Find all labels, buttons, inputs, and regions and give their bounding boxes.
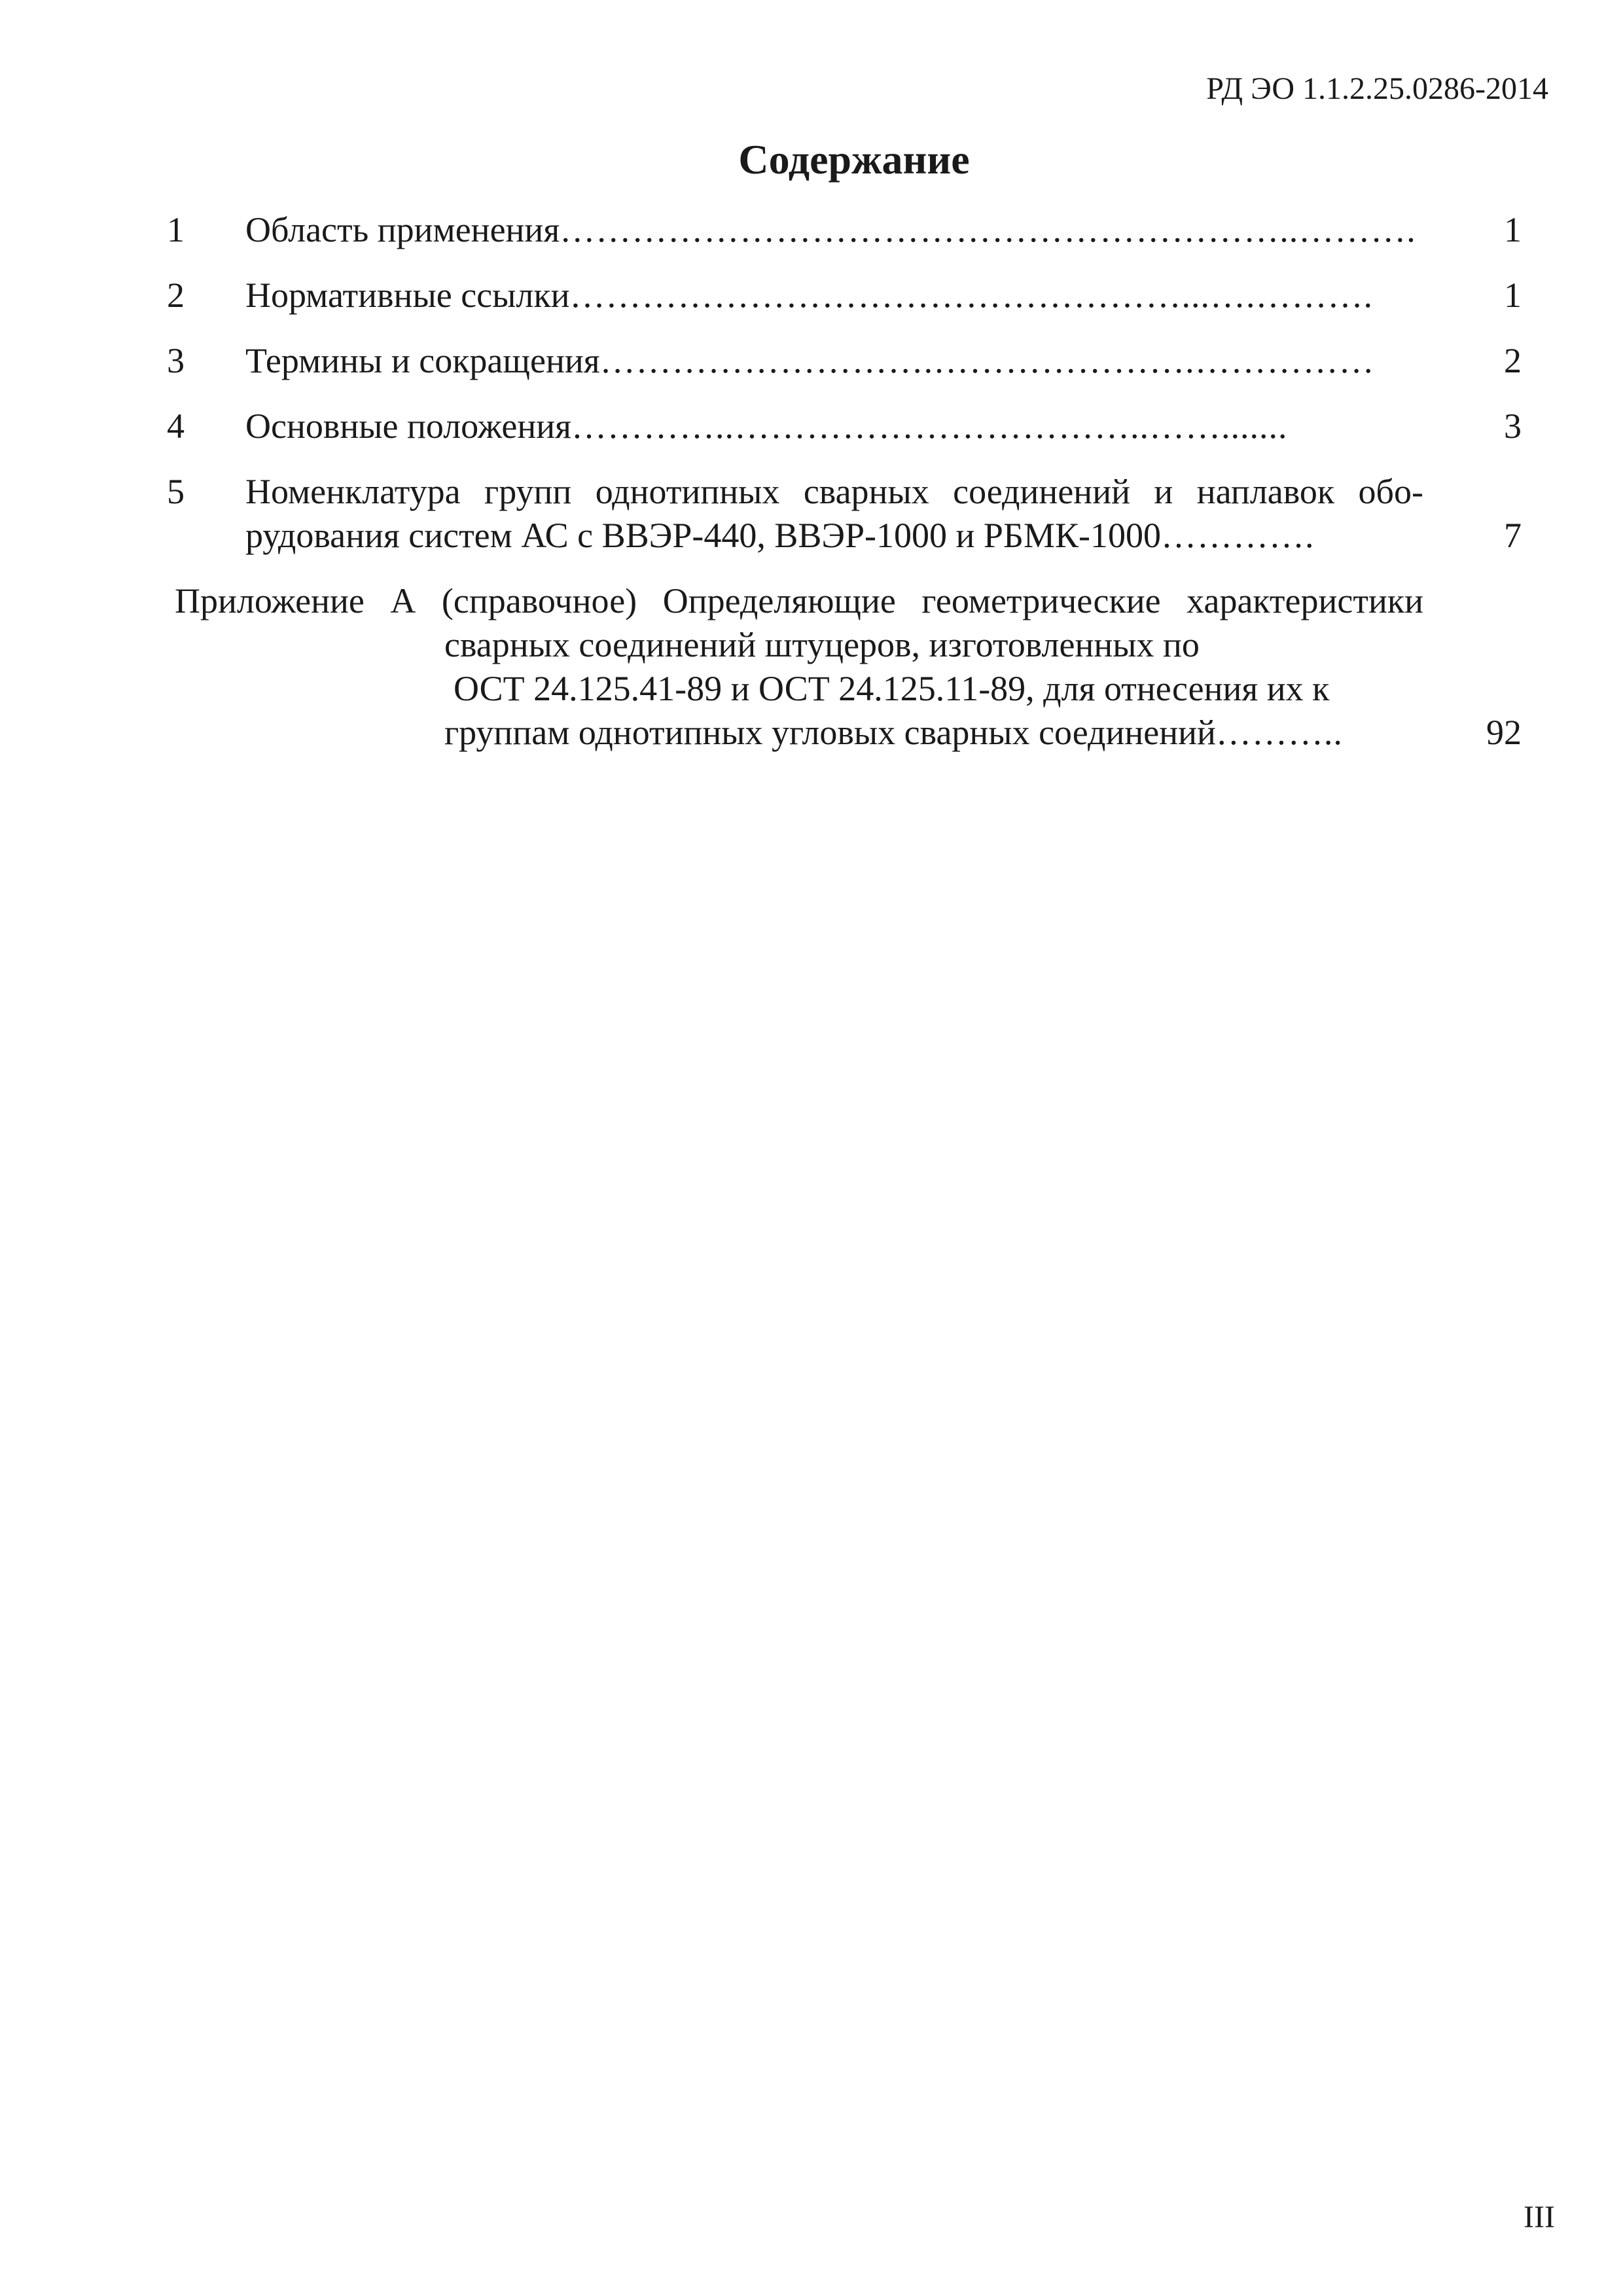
appendix-title-line-3: ОСТ 24.125.41-89 и ОСТ 24.125.11-89, для отнесения их к [454, 669, 1330, 708]
toc-item-terms[interactable] [167, 339, 1522, 383]
toc-item-title: Нормативные ссылки [245, 276, 570, 315]
appendix-title-line-2: сварных соединений штуцеров, изготовленных по [444, 625, 1200, 664]
toc-item-number: 5 [167, 472, 185, 511]
toc-item-number: 1 [167, 210, 185, 249]
toc-item-page: 7 [1504, 516, 1522, 555]
toc-item-title-line-1: Номенклатура групп однотипных сварных соединений и наплавок обо- [245, 472, 1423, 511]
toc-item-title: Основные положения [245, 406, 571, 446]
toc-item-scope[interactable] [167, 208, 1522, 252]
toc-leader-dots: ……………………………………………...….………. [569, 276, 1373, 315]
toc-item-general-provisions[interactable] [167, 404, 1522, 448]
document-code: РД ЭО 1.1.2.25.0286-2014 [1206, 71, 1548, 106]
toc-item-title: Термины и сокращения [245, 341, 600, 380]
toc-leader-dots: ……………………………………………………..………. [560, 210, 1416, 249]
page-number: III [1524, 2200, 1555, 2234]
toc-item-number: 3 [167, 341, 185, 380]
toc-leader-dots: ……….. [1215, 713, 1343, 752]
toc-leader-dots: …………..……………………………..……....... [571, 406, 1288, 446]
toc-item-page: 92 [1486, 713, 1522, 752]
table-of-contents [167, 208, 1522, 755]
toc-item-page: 1 [1504, 276, 1522, 315]
toc-item-page: 3 [1504, 406, 1522, 446]
toc-leader-dots: ……………………….………………….…………… [599, 341, 1375, 380]
appendix-title-line-4: группам однотипных угловых сварных соединений [444, 713, 1216, 752]
appendix-title-line-1: Приложение А (справочное) Определяющие геометрические характеристики [175, 581, 1423, 620]
toc-item-appendix-a[interactable] [167, 579, 1522, 755]
toc-item-number: 2 [167, 276, 185, 315]
toc-item-title-line-2: рудования систем АС с ВВЭР-440, ВВЭР-1000 и РБМК-1000 [245, 516, 1161, 555]
toc-item-normative-references[interactable] [167, 274, 1522, 317]
toc-item-page: 1 [1504, 210, 1522, 249]
toc-item-page: 2 [1504, 341, 1522, 380]
toc-item-nomenclature[interactable] [167, 470, 1522, 558]
toc-leader-dots: …………. [1160, 516, 1315, 555]
toc-title: Содержание [738, 136, 970, 183]
toc-item-number: 4 [167, 406, 185, 446]
toc-item-title: Область применения [245, 210, 560, 249]
